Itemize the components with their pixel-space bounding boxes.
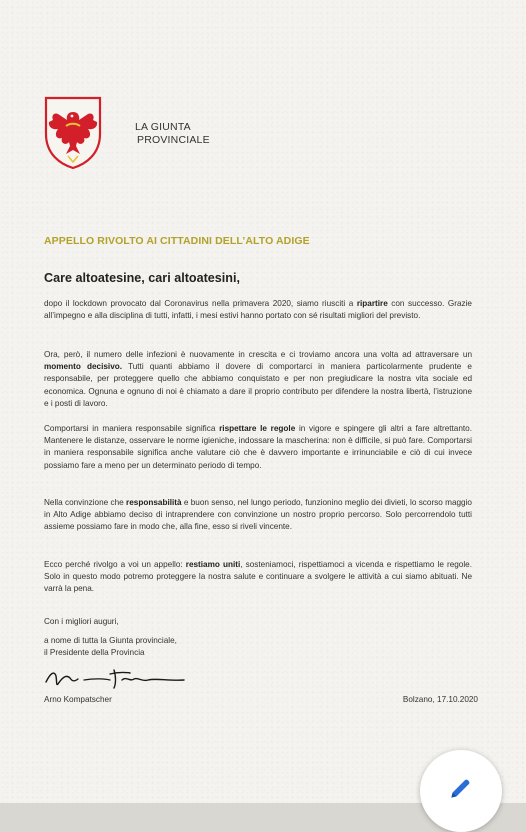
paragraph-2 [44, 349, 472, 410]
paragraph-text: Comportarsi in maniera responsabile significa [44, 424, 220, 433]
paragraph-1 [44, 298, 472, 322]
handwritten-signature [44, 660, 194, 694]
paragraph-emphasis: restiamo uniti [185, 560, 241, 569]
paragraph-emphasis: responsabilità [126, 498, 182, 507]
paragraph-text: Ecco perché rivolgo a voi un appello: [44, 560, 186, 569]
signer-name: Arno Kompatscher [44, 695, 112, 704]
letter-title: APPELLO RIVOLTO AI CITTADINI DELL’ALTO ADIGE [44, 235, 310, 247]
organization-name [135, 121, 210, 147]
paragraph-text: dopo il lockdown provocato dal Coronavirus nella primavera 2020, siamo riusciti a [44, 299, 357, 308]
org-line-1: LA GIUNTA [135, 121, 191, 133]
paragraph-3 [44, 423, 472, 472]
paragraph-emphasis: ripartire [356, 299, 388, 308]
edit-button[interactable] [420, 750, 502, 832]
pencil-edit-icon [447, 776, 473, 802]
paragraph-emphasis: rispettare le regole [219, 424, 296, 433]
paragraph-text: in vigore e spingere gli altri a fare altrettanto. Mantenere le distanze, osservare le norme igieniche, indossare la mascherina: non è difficile, si può fare. Comportarsi in maniera responsabile significa anche valutare ciò che è davvero importante e irrinunciabile e ciò di cui invece possiamo fare a meno per un determinato periodo di tempo. [44, 424, 473, 470]
greeting: Care altoatesine, cari altoatesini, [44, 271, 240, 285]
behalf-line-1: a nome di tutta la Giunta provinciale, [44, 636, 177, 645]
closing-line: Con i migliori auguri, [44, 617, 119, 626]
paragraph-text: con successo. Grazie all’impegno e alla disciplina di tutti, infatti, i mesi estivi hanno portato con sé risultati migliori del previsto. [44, 299, 472, 321]
paragraph-emphasis: momento decisivo. [44, 362, 123, 372]
paragraph-text: , sosteniamoci, rispettiamoci a vicenda e rispettiamo le regole. Solo in questo modo potremo proteggere la nostra salute e continuare a svolgere le attività a cui siamo abituati. Ne varrà la pena. [44, 560, 473, 594]
paragraph-text: Tutti quanti abbiamo il dovere di comportarci in maniera particolarmente prudente e responsabile, per proteggere quello che abbiamo conquistato e per non pregiudicare la nostra vita sociale ed economica. Ognuna e ognuno di noi è chiamato a dare il proprio contributo per difendere la nostra libertà, l’istruzione e i posti di lavoro. [44, 362, 472, 408]
paragraph-5 [44, 559, 472, 596]
place-date: Bolzano, 17.10.2020 [402, 695, 478, 704]
paragraph-text: Ora, però, il numero delle infezioni è nuovamente in crescita e ci troviamo ancora una volta ad attraversare un [44, 350, 472, 359]
eagle-coat-of-arms-icon [44, 96, 102, 170]
paragraph-text: Nella convinzione che [44, 498, 127, 507]
paragraph-text: e buon senso, nel lungo periodo, funzionino meglio dei divieti, lo scorso maggio in Alto Adige abbiamo deciso di intraprendere con convinzione un nostro proprio percorso. Solo percorrendolo tutti assieme possiamo fare in modo che, alla fine, esso si riveli vincente. [44, 498, 472, 532]
org-line-2: PROVINCIALE [137, 134, 210, 146]
paragraph-4 [44, 497, 472, 534]
behalf-line-2: il Presidente della Provincia [44, 648, 145, 657]
